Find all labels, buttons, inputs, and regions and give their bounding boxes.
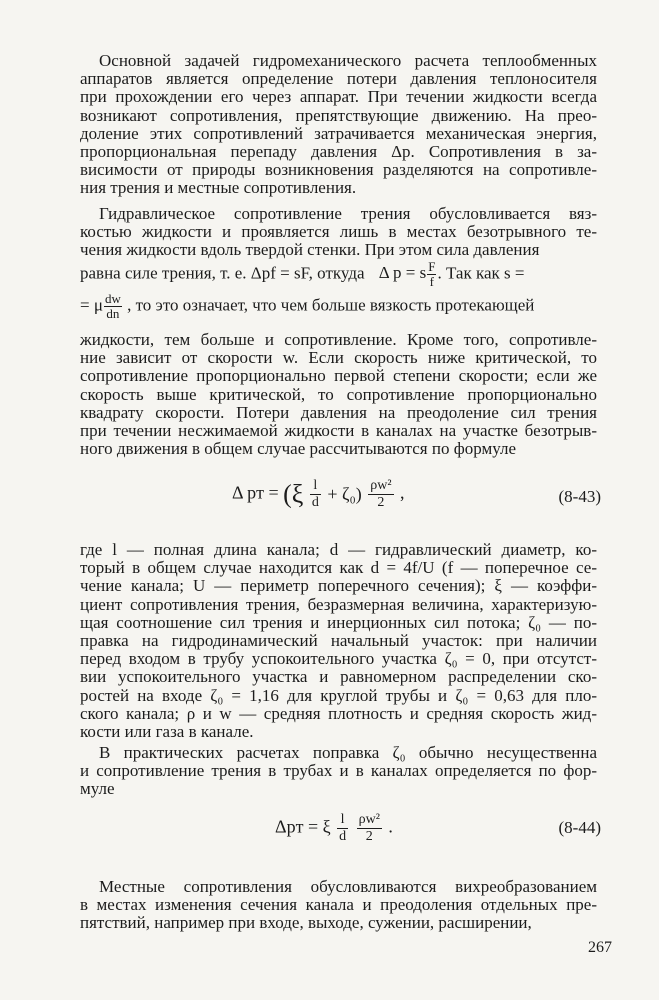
equation-number-8-44: (8-44): [558, 818, 601, 837]
text-line: аппаратов является определение потери давления теплоносителя: [80, 69, 597, 89]
fraction-numerator: l: [310, 478, 321, 495]
text-line: где l — полная длина канала; d — гидравлический диаметр, ко-: [80, 540, 597, 559]
text-line: ние зависит от скорости w. Если скорость ниже критической, то: [80, 348, 597, 368]
text-line: кости или газа в канале.: [80, 722, 254, 742]
paragraph-local-resistances: [80, 878, 597, 933]
fraction-numerator: ρw²: [358, 812, 380, 827]
equation-tail: .: [388, 816, 393, 837]
paragraph-practical: [80, 744, 597, 799]
text-line: при течении несжимаемой жидкости в каналах на участке безотрыв-: [80, 421, 597, 441]
equation-tail: ,: [400, 482, 405, 503]
text-line: Местные сопротивления обусловливаются вихреобразованием: [99, 877, 597, 896]
text-line: муле: [80, 779, 115, 799]
fraction-numerator: ρw²: [370, 478, 392, 493]
text-line: торый в общем случае находится как d = 4f/U (f — поперечное се-: [80, 558, 597, 578]
text-line: чения жидкости вдоль твердой стенки. При этом сила давления: [80, 240, 540, 260]
equation-middle: + ζ₀): [327, 484, 362, 504]
text-line: костью жидкости и проявляется лишь в местах безотрывного те-: [80, 222, 597, 242]
text-line: щая соотношение сил трения и инерционных сил потока; ζ₀ — по-: [80, 612, 597, 632]
text-line: чение канала; U — периметр поперечного сечения); ξ — коэффи-: [80, 576, 597, 596]
text-line: при прохождении его через аппарат. При течении жидкости всегда: [80, 87, 597, 107]
equation-open: (ξ: [283, 479, 304, 509]
text-line: циент сопротивления трения, безразмерная величина, характеризую-: [80, 594, 597, 614]
text-line: ния трения и местные сопротивления.: [80, 178, 357, 198]
paragraph-friction-start: [80, 205, 597, 260]
text-line: висимости от природы возникновения разделяются на сопротивле-: [80, 160, 597, 180]
paragraph-friction-rest: [80, 331, 597, 458]
fraction-denominator: dn: [106, 306, 120, 321]
text-line: сопротивление пропорционально первой степени скорости; если же: [80, 366, 597, 386]
fraction-denominator: 2: [377, 495, 385, 510]
paragraph-intro: [80, 52, 597, 198]
text-line: возникают сопротивления, препятствующие движению. На прео-: [80, 105, 597, 125]
text-line: доление этих сопротивлений затрачивается механическая энергия,: [80, 123, 597, 143]
fraction-rho-w2-over-2: [368, 478, 393, 511]
equation-number-8-43: (8-43): [558, 487, 601, 506]
text-line: пропорциональная перепаду давления Δp. Сопротивления в за-: [80, 142, 597, 162]
inline-text: , то это означает, что чем больше вязкость протекающей: [127, 295, 535, 315]
text-line: ского канала; ρ и w — средняя плотность и средняя скорость жид-: [80, 703, 597, 723]
paragraph-symbols: [80, 541, 597, 741]
equation-8-43: [232, 478, 405, 511]
text-line: и сопротивление трения в трубах и в каналах определяется по фор-: [80, 761, 597, 781]
equation-lhs: Δpт = ξ: [275, 816, 331, 837]
inline-text: равна силе трения, т. е. Δpf = sF, откуда: [80, 263, 365, 283]
equation-lhs: Δ pт =: [232, 482, 279, 503]
inline-fraction-dw-dn: [104, 292, 122, 321]
page-number: 267: [588, 939, 612, 956]
text-line: в местах изменения сечения канала и преодоления отдельных пре-: [80, 895, 597, 915]
fraction-numerator: dw: [104, 291, 121, 306]
friction-inline-formula-line: [80, 260, 597, 289]
text-line: перед входом в трубу успокоительного участка ζ₀ = 0, при отсутст-: [80, 649, 597, 669]
inline-mu: = μ: [80, 295, 103, 315]
text-line: правка на гидродинамический начальный участок: при наличии: [80, 631, 597, 651]
fraction-denominator: 2: [365, 829, 373, 844]
text-line: Основной задачей гидромеханического расчета теплообменных: [99, 51, 597, 70]
fraction-l-over-d: [310, 478, 321, 511]
fraction-rho-w2-over-2: [357, 812, 382, 845]
equation-8-44: [275, 812, 393, 845]
inline-formula: Δ p = s: [378, 263, 427, 283]
text-line: В практических расчетах поправка ζ₀ обычно несущественна: [99, 743, 597, 762]
text-line: Гидравлическое сопротивление трения обусловливается вяз-: [99, 204, 597, 223]
text-line: пятствий, например при входе, выходе, сужении, расширении,: [80, 913, 532, 933]
fraction-denominator: d: [339, 829, 347, 844]
fraction-denominator: f: [429, 274, 435, 289]
text-line: вии успокоительного участка и равномерном распределении ско-: [80, 667, 597, 687]
text-line: скорость выше критической, то сопротивление пропорционально: [80, 384, 597, 404]
text-line: ного движения в общем случае рассчитываются по формуле: [80, 439, 517, 459]
text-line: квадрату скорости. Потери давления на преодоление сил трения: [80, 402, 597, 422]
text-line: ростей на входе ζ₀ = 1,16 для круглой трубы и ζ₀ = 0,63 для пло-: [80, 685, 597, 705]
text-line: жидкости, тем больше и сопротивление. Кроме того, сопротивле-: [80, 330, 597, 349]
inline-fraction-f-over-f: [427, 260, 436, 289]
fraction-numerator: F: [428, 259, 436, 274]
fraction-l-over-d: [337, 812, 348, 845]
inline-text-tail: . Так как s =: [437, 263, 525, 283]
fraction-denominator: d: [311, 495, 319, 510]
fraction-numerator: l: [337, 812, 348, 829]
viscosity-inline-formula-line: [80, 292, 597, 321]
